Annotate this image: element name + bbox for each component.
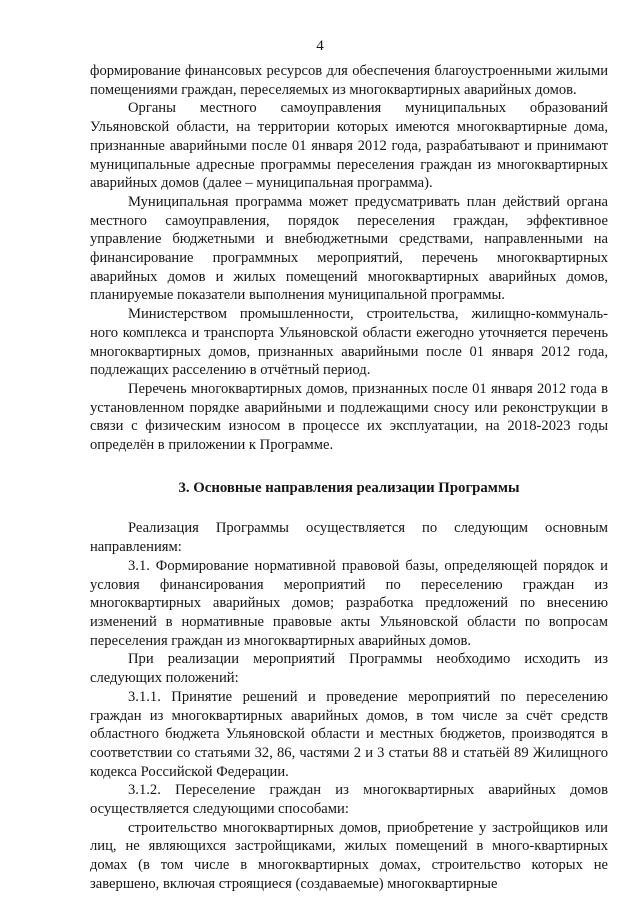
paragraph: строительство многоквартирных домов, приобретение у застройщиков или лиц, не являющихся застройщиками, жилых помещений в много-квартирных домах (в том числе в многоквартирных домах, строительство которых не завершено, включая строящиеся (создаваемые) многоквартирные — [90, 819, 608, 892]
paragraph: При реализации мероприятий Программы необходимо исходить из следующих положений: — [90, 651, 608, 687]
paragraph: Муниципальная программа может предусматривать план действий органа местного самоуправления, порядок переселения граждан, эффективное управление бюджетными и внебюджетными средствами, направленными на финансирование программных мероприятий, перечень многоквартирных аварийных домов и жилых помещений многоквартирных аварийных домов, планируемые показатели выполнения муниципальной программы. — [90, 193, 608, 304]
paragraph: 3.1. Формирование нормативной правовой базы, определяющей порядок и условия финансирования мероприятий по переселению граждан из многоквартирных аварийных домов; разработка предложений по внесению изменений в нормативные правовые акты Ульяновской области по вопросам переселения граждан из многоквартирных аварийных домов. — [90, 557, 608, 649]
page-number: 4 — [316, 38, 324, 54]
paragraph: Реализация Программы осуществляется по следующим основным направлениям: — [90, 520, 608, 556]
paragraph: Органы местного самоуправления муниципальных образований Ульяновской области, на территории которых имеются многоквартирные дома, признанные аварийными после 01 января 2012 года, разрабатывают и принимают муниципальные адресные программы переселения граждан из многоквартирных аварийных домов (далее – муниципальная программа). — [90, 100, 608, 192]
paragraph: 3.1.1. Принятие решений и проведение мероприятий по переселению граждан из многоквартирных аварийных домов, в том числе за счёт средств областного бюджета Ульяновской области и местных бюджетов, производятся в соответствии со статьями 32, 86, частями 2 и 3 статьи 88 и статьёй 89 Жилищного кодекса Российской Федерации. — [90, 688, 608, 780]
section-heading: 3. Основные направления реализации Программы — [178, 479, 520, 496]
paragraph: Перечень многоквартирных домов, признанных после 01 января 2012 года в установленном порядке аварийными и подлежащими сносу или реконструкции в связи с физическим износом в процессе их эксплуатации, на 2018-2023 годы определён в приложении к Программе. — [90, 380, 608, 454]
paragraph: 3.1.2. Переселение граждан из многоквартирных аварийных домов осуществляется следующими способами: — [90, 782, 608, 818]
paragraph: формирование финансовых ресурсов для обеспечения благоустроенными жилыми помещениями граждан, переселяемых из многоквартирных аварийных домов. — [90, 63, 608, 98]
paragraph: Министерством промышленности, строительства, жилищно-коммуналь-ного комплекса и транспорта Ульяновской области ежегодно уточняется перечень многоквартирных домов, признанных аварийными после 01 января 2012 года, подлежащих расселению в отчётный период. — [90, 306, 608, 379]
document-body — [90, 62, 608, 894]
